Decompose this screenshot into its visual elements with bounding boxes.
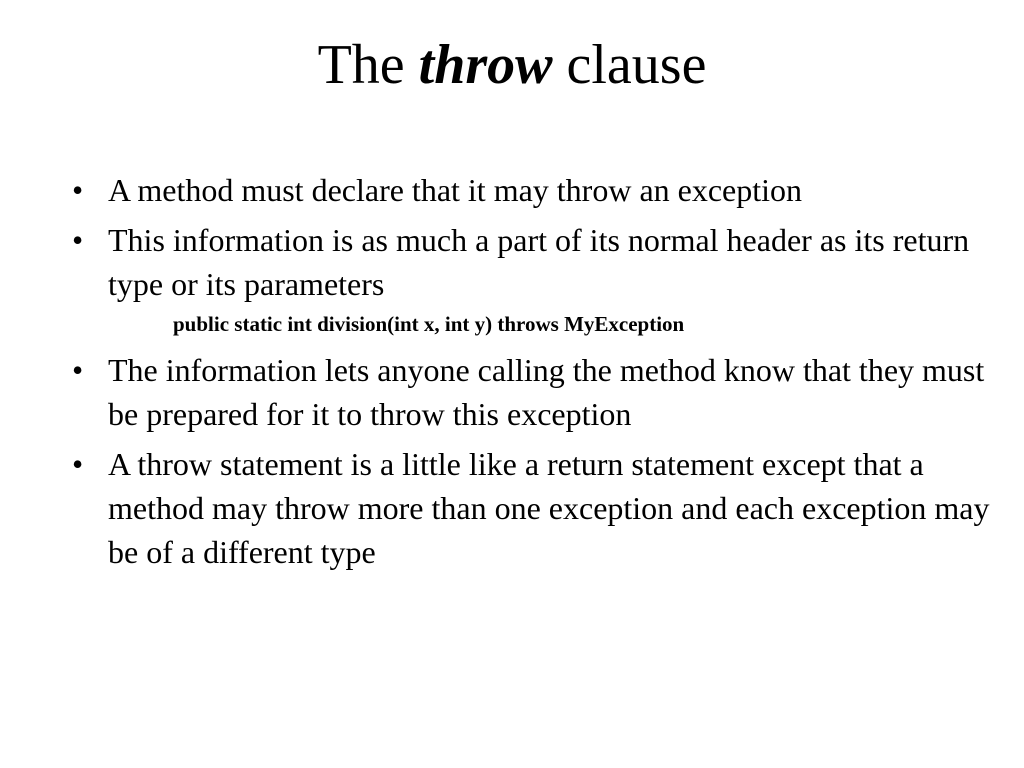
- code-example: public static int division(int x, int y) throws MyException: [173, 312, 685, 336]
- bullet-item: [72, 348, 992, 436]
- bullet-text: A method must declare that it may throw an exception: [108, 172, 803, 208]
- title-emphasis: throw: [418, 34, 553, 96]
- bullet-item: [72, 218, 992, 306]
- bullet-list: [72, 168, 992, 580]
- title-prefix: The: [317, 34, 405, 96]
- bullet-item: [72, 168, 992, 212]
- bullet-dot-icon: •: [72, 352, 84, 388]
- bullet-text: A throw statement is a little like a return statement except that a method may throw more than one exception and each exception may be of a different type: [108, 446, 990, 570]
- bullet-item: [72, 442, 992, 574]
- bullet-dot-icon: •: [72, 446, 84, 482]
- bullet-dot-icon: •: [72, 172, 84, 208]
- slide-title: [0, 30, 1024, 100]
- title-suffix: clause: [566, 34, 707, 96]
- bullet-text: This information is as much a part of its normal header as its return type or its parameters: [108, 222, 970, 302]
- bullet-dot-icon: •: [72, 222, 84, 258]
- bullet-text: The information lets anyone calling the method know that they must be prepared for it to throw this exception: [108, 352, 985, 432]
